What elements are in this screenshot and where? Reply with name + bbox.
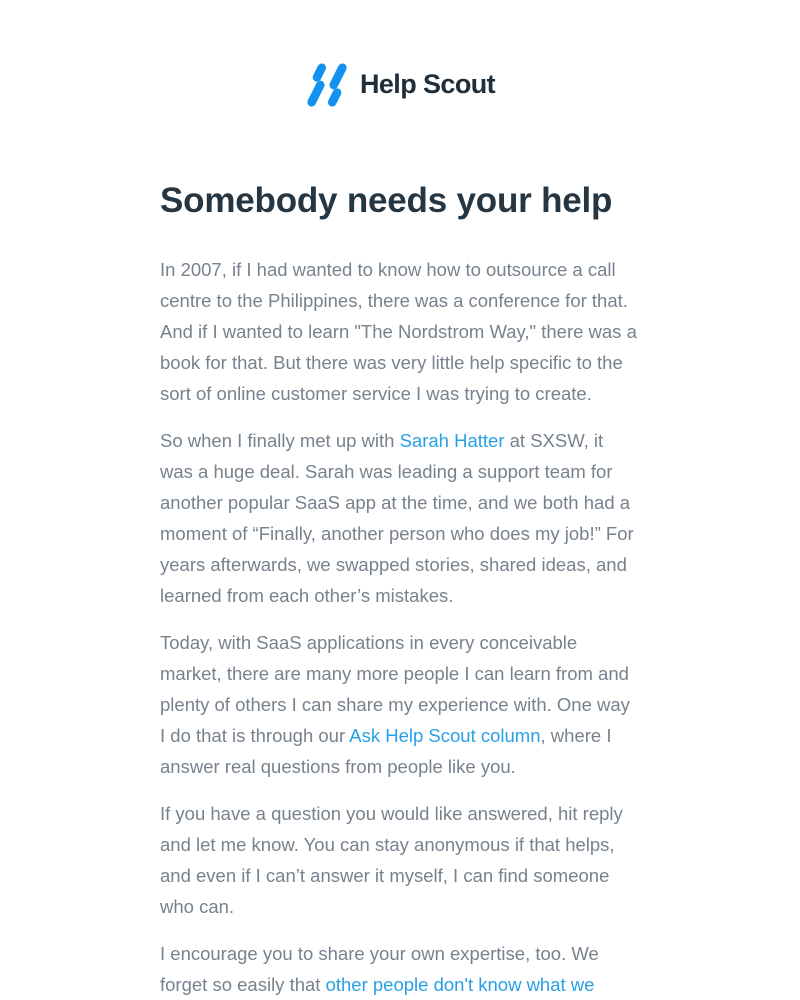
text-run: So when I finally met up with bbox=[160, 430, 400, 451]
text-run: , where I answer real questions from people like you. bbox=[160, 725, 612, 777]
brand-logo-link[interactable] bbox=[0, 60, 800, 110]
text-run: In 2007, if I had wanted to know how to outsource a call centre to the Philippines, there was a conference for that. And if I wanted to learn "The Nordstrom Way," there was a book for that. But there was very little help specific to the sort of online customer service I was trying to create. bbox=[160, 259, 637, 404]
paragraph bbox=[160, 798, 640, 922]
help-scout-hatch-icon bbox=[305, 61, 349, 109]
email-body bbox=[160, 180, 640, 1000]
paragraph bbox=[160, 425, 640, 611]
text-run: I encourage you to share your own expertise, too. We forget so easily that bbox=[160, 943, 599, 995]
text-run: at SXSW, it was a huge deal. Sarah was leading a support team for another popular SaaS app at the time, and we both had a moment of “Finally, another person who does my job!” For years afterwards, we swapped stories, shared ideas, and learned from each other’s mistakes. bbox=[160, 430, 634, 606]
inline-link[interactable]: other people don't know what we bbox=[325, 974, 595, 995]
text-run: If you have a question you would like answered, hit reply and let me know. You can stay anonymous if that helps, and even if I can’t answer it myself, I can find someone who can. bbox=[160, 803, 623, 917]
brand-wordmark: Help Scout bbox=[359, 68, 495, 99]
paragraph bbox=[160, 254, 640, 409]
paragraph bbox=[160, 938, 640, 1000]
inline-link[interactable]: Sarah Hatter bbox=[399, 430, 505, 451]
text-run: Today, with SaaS applications in every conceivable market, there are many more people I can learn from and plenty of others I can share my experience with. One way I do that is through our bbox=[160, 632, 630, 746]
page-title: Somebody needs your help bbox=[160, 181, 613, 220]
paragraph bbox=[160, 627, 640, 782]
inline-link[interactable]: Ask Help Scout column bbox=[349, 725, 541, 746]
